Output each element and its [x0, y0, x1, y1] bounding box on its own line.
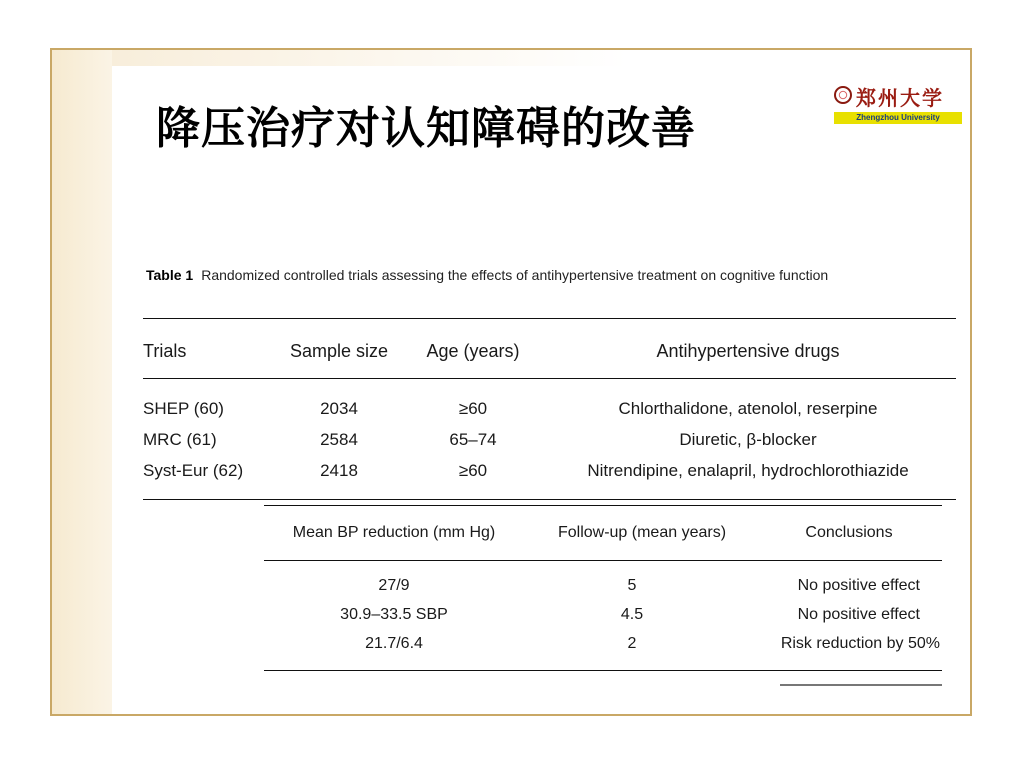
logo-chinese-name: 郑州大学	[856, 86, 944, 110]
table-row-followup: 5	[627, 577, 637, 594]
table-row-trial: Syst-Eur (62)	[143, 461, 244, 480]
table-row-followup: 2	[627, 635, 637, 652]
table-part2-top-rule	[264, 505, 942, 506]
table-row-age: ≥60	[458, 399, 488, 418]
table-row-bp: 27/9	[378, 577, 410, 594]
table-bottom-rule	[264, 670, 942, 671]
header-conclusions: Conclusions	[805, 524, 893, 541]
table-shadow-rule	[780, 684, 942, 686]
header-follow-up: Follow-up (mean years)	[557, 524, 727, 541]
table-row-drugs: Nitrendipine, enalapril, hydrochlorothiazide	[587, 461, 909, 480]
header-sample-size: Sample size	[289, 341, 389, 361]
table-row-age: ≥60	[458, 461, 488, 480]
table-caption-text: Randomized controlled trials assessing the effects of antihypertensive treatment on cognitive function	[201, 267, 829, 283]
table-row-sample: 2034	[320, 399, 358, 418]
header-age: Age (years)	[426, 341, 520, 361]
slide-title: 降压治疗对认知障碍的改善	[156, 103, 696, 154]
table-part1-bottom-rule	[143, 499, 956, 500]
table-row-trial: SHEP (60)	[143, 399, 224, 418]
header-antihypertensive-drugs: Antihypertensive drugs	[656, 341, 840, 361]
table-caption	[146, 267, 828, 283]
table-row-sample: 2418	[320, 461, 358, 480]
header-mean-bp-reduction: Mean BP reduction (mm Hg)	[292, 524, 496, 541]
table-row-conclusion: Risk reduction by 50%	[780, 635, 940, 652]
table-row-bp: 30.9–33.5 SBP	[340, 606, 448, 623]
university-logo	[834, 84, 962, 126]
slide-top-band	[112, 50, 970, 66]
table-row-trial: MRC (61)	[143, 430, 217, 449]
header-trials: Trials	[143, 341, 187, 361]
table-row-drugs: Chlorthalidone, atenolol, reserpine	[618, 399, 878, 418]
table-part2-header-rule	[264, 560, 942, 561]
table-header-rule	[143, 378, 956, 379]
table-top-rule	[143, 318, 956, 319]
table-row-sample: 2584	[320, 430, 358, 449]
university-seal-icon	[834, 86, 852, 104]
table-row-followup: 4.5	[620, 606, 644, 623]
table-row-drugs: Diuretic, β-blocker	[679, 430, 817, 449]
table-row-conclusion: No positive effect	[797, 577, 920, 594]
logo-english-name: Zhengzhou University	[834, 112, 962, 124]
table-row-conclusion: No positive effect	[797, 606, 920, 623]
table-caption-label: Table 1	[146, 267, 194, 283]
table-row-bp: 21.7/6.4	[365, 635, 423, 652]
table-row-age: 65–74	[449, 430, 497, 449]
